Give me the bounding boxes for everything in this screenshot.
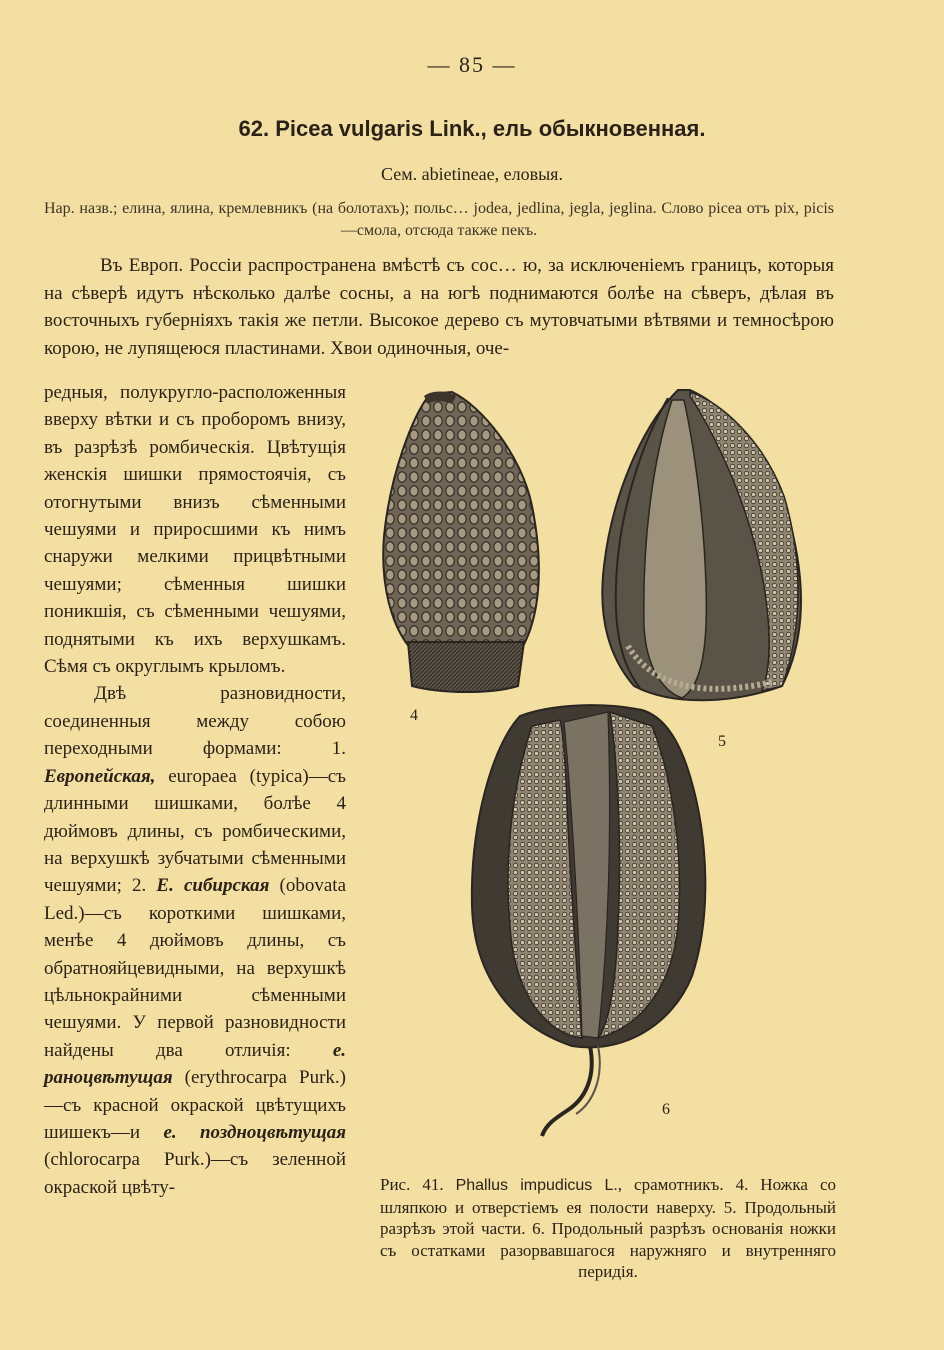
text-run: europaea (typica)—съ длинными шишками, болѣе 4 дюймовъ длины, съ ромбическими, на верхушкѣ зубчатыми сѣменными чешуями; 2.	[44, 765, 346, 897]
figure-4-drawing	[383, 392, 539, 693]
text-run: (chlorocarpa Purk.)—съ зеленной окраской цвѣту-	[44, 1149, 346, 1198]
family-line: Сем. abietineae, еловыя.	[381, 164, 563, 184]
figure-5-drawing	[602, 390, 801, 700]
caption-prefix: Рис. 41.	[380, 1175, 456, 1194]
common-names-paragraph: Нар. назв.; елина, ялина, кремлевникъ (на болотахъ); польс… jodea, jedlina, jegla, jeglina. Слово picea отъ pix, picis—смола, отсюда также пекъ.	[44, 200, 834, 239]
body-column	[44, 379, 346, 1201]
caption-text: , срамотникъ. 4. Ножка со шляпкою и отверстіемъ ея полости наверху. 5. Продольный разрѣзъ этой части. 6. Продольный разрѣзъ основанія ножки съ остатками разорвавшагося наружняго и внутренняго перидія.	[380, 1175, 836, 1281]
article-title: 62. Picea vulgaris Link., ель обыкновенная.	[238, 116, 706, 141]
fungus-illustration	[372, 386, 842, 1146]
text-run: Двѣ разновидности, соединенныя между собою переходными формами: 1.	[44, 683, 346, 760]
italic-term: е. поздноцвѣтущая	[163, 1121, 346, 1143]
figure-label-4: 4	[410, 707, 418, 724]
body-paragraph-varieties	[44, 680, 346, 1201]
italic-term: е. раноцвѣтущая	[44, 1039, 346, 1089]
italic-term: Европейская,	[44, 765, 156, 787]
intro-paragraph: Въ Европ. Россіи распространена вмѣстѣ съ сос… ю, за исключеніемъ границъ, которыя на сѣверѣ идутъ нѣсколько далѣе сосны, а на югѣ поднимаются болѣе на сѣверъ, дѣлая въ восточныхъ губерніяхъ такія же петли. Высокое дерево съ мутовчатыми вѣтвями и темносѣрою корою, не лупящеюся пластинами. Хвои одиночныя, оче-	[44, 255, 834, 359]
text-run: (obovata Led.)—съ короткими шишками, менѣе 4 дюймовъ длины, съ обратнояйцевидными, на верхушкѣ цѣльнокрайними сѣменными чешуями. У первой разновидности найдены два отличія:	[44, 875, 346, 1061]
figure-caption	[380, 1174, 836, 1283]
figure-label-6: 6	[662, 1101, 670, 1118]
figure-41	[372, 386, 842, 1146]
caption-latin-name: Phallus impudicus L.	[455, 1177, 618, 1194]
figure-6-drawing	[472, 705, 705, 1136]
page-number: — 85 —	[427, 52, 517, 77]
text-run: (erythrocarpa Purk.)—съ красной окраской цвѣтущихъ шишекъ—и	[44, 1067, 346, 1143]
italic-term: Е. сибирская	[156, 875, 270, 897]
body-paragraph-description: редныя, полукругло-расположенныя вверху вѣтки и съ проборомъ внизу, въ разрѣзѣ ромбическія. Цвѣтущія женскія шишки прямостоячія, съ отогнутыми внизъ сѣменными чешуями и приросшими къ нимъ снаружи мелкими прицвѣтными чешуями; сѣменныя шишки поникшія, съ сѣменными чешуями, поднятыми къ ихъ верхушкамъ. Сѣмя съ округлымъ крыломъ.	[44, 382, 346, 678]
figure-label-5: 5	[718, 733, 726, 750]
